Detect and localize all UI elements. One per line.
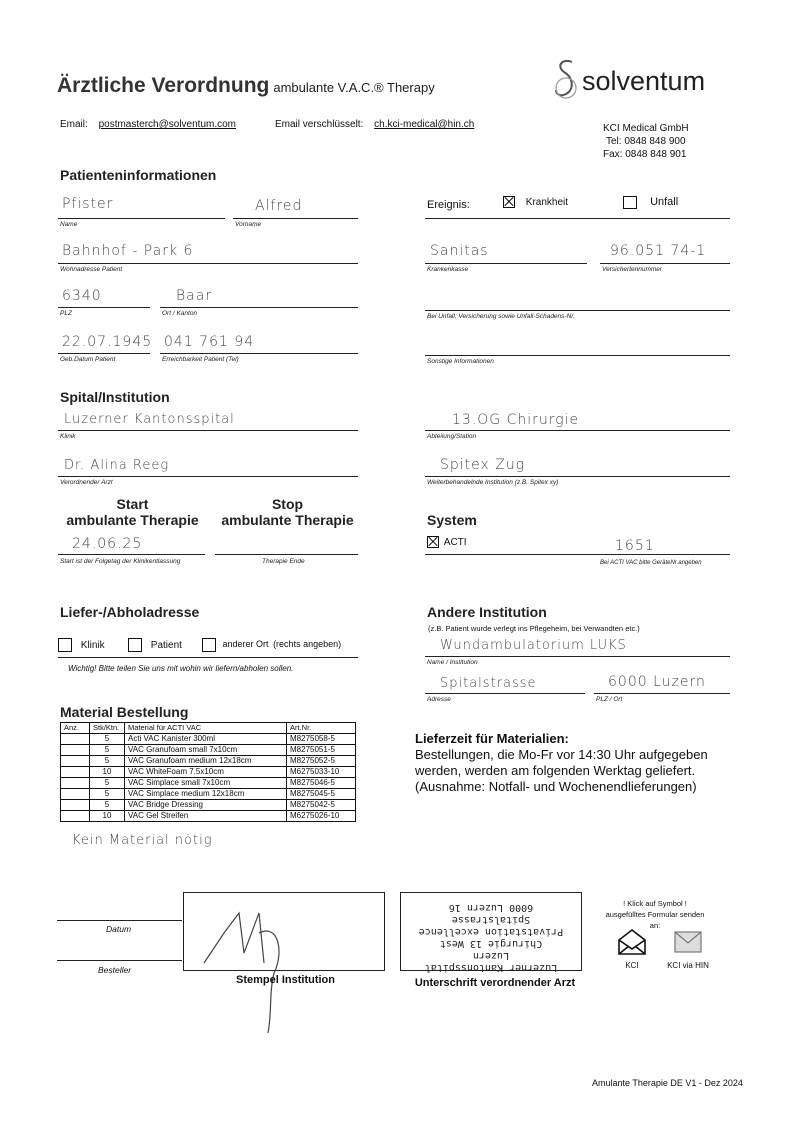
stamp-line: Spitalstrasse: [451, 914, 531, 925]
lieferzeit-block: [415, 731, 708, 795]
versichertennummer-label: Versichertennummer: [602, 266, 663, 273]
klinik-label: Klinik: [60, 433, 76, 440]
material-artnr-cell: M8275045-5: [287, 789, 356, 800]
signature-scribble: [184, 893, 384, 1043]
start-title: Start: [116, 496, 149, 512]
material-anz-cell[interactable]: [61, 778, 90, 789]
acti-checkbox[interactable]: [427, 536, 439, 548]
acti-label: ACTI: [443, 536, 467, 548]
col-stk: Stk/Ktn.: [90, 723, 125, 734]
email-row: [60, 119, 236, 130]
email-label: Email:: [60, 119, 88, 130]
stempel-box[interactable]: [183, 892, 385, 971]
arzt-value[interactable]: Dr. Alina Reeg: [64, 458, 170, 473]
stop-title: Stop: [271, 496, 304, 512]
patient-ort-value[interactable]: Baar: [176, 288, 213, 304]
abteilung-label: Abteilung/Station: [427, 433, 477, 440]
material-note: Kein Material nötig: [72, 833, 213, 848]
form-subtitle: ambulante V.A.C.® Therapy: [273, 80, 435, 95]
arzt-label: Verordnender Arzt: [60, 479, 113, 486]
envelope-hin-icon: [673, 928, 703, 956]
material-anz-cell[interactable]: [61, 800, 90, 811]
email-enc-label: Email verschlüsselt:: [275, 119, 364, 130]
company-tel: Tel: 0848 848 900: [606, 136, 686, 147]
andere-name-value[interactable]: Wundambulatorium LUKS: [440, 638, 627, 653]
acti-option[interactable]: [427, 536, 467, 548]
start-sub: ambulante Therapie: [66, 512, 199, 528]
unterschrift-box[interactable]: [400, 892, 582, 971]
stop-date-label: Therapie Ende: [262, 558, 305, 565]
geraet-label: Bei ACTI VAC bitte GeräteNr.angeben: [600, 560, 702, 566]
section-spital: Spital/Institution: [60, 389, 170, 405]
liefer-klinik-label: Klinik: [80, 639, 105, 651]
material-artnr-cell: M6275033-10: [287, 767, 356, 778]
andere-adresse-label: Adresse: [427, 696, 451, 703]
form-title-text: Ärztliche Verordnung: [57, 74, 270, 97]
besteller-label: Besteller: [98, 965, 132, 975]
stempel-label: Stempel Institution: [236, 974, 335, 986]
krankenkasse-label: Krankenkasse: [427, 266, 469, 273]
col-artnr: Art.Nr.: [287, 723, 356, 734]
lieferzeit-line2: werden, werden am folgenden Werktag geliefert.: [415, 763, 696, 778]
krankenkasse-value[interactable]: Sanitas: [430, 243, 489, 259]
patient-vorname-value[interactable]: Alfred: [255, 198, 303, 214]
material-stk-cell: 5: [90, 745, 125, 756]
start-date-value[interactable]: 24.06.25: [72, 536, 143, 552]
patient-ort-label: Ort / Kanton: [162, 310, 198, 317]
krankheit-label: Krankheit: [525, 196, 569, 208]
material-anz-cell[interactable]: [61, 745, 90, 756]
andere-name-label: Name / Institution: [427, 659, 478, 666]
datum-label: Datum: [106, 924, 132, 934]
patient-plz-value[interactable]: 6340: [62, 288, 102, 304]
material-artnr-cell: M8275051-5: [287, 745, 356, 756]
section-system: System: [427, 512, 477, 528]
envelope-icon: [617, 928, 647, 956]
andere-plzort-value[interactable]: 6000 Luzern: [608, 674, 706, 690]
material-name-cell: VAC Gel Streifen: [125, 811, 287, 822]
liefer-klinik-checkbox[interactable]: [58, 638, 72, 652]
stamp-line: Luzerner Kantonsspital Luzern: [424, 950, 558, 973]
material-name-cell: VAC Granufoam medium 12x18cm: [125, 756, 287, 767]
material-anz-cell[interactable]: [61, 811, 90, 822]
material-row: [61, 800, 356, 811]
unfall-label: Unfall: [650, 196, 679, 209]
patient-dob-value[interactable]: 22.07.1945: [62, 334, 153, 350]
patient-address-value[interactable]: Bahnhof - Park 6: [62, 243, 194, 259]
material-name-cell: VAC Bridge Dressing: [125, 800, 287, 811]
liefer-patient-label: Patient: [150, 639, 182, 651]
patient-plz-label: PLZ: [60, 310, 72, 317]
patient-tel-value[interactable]: 041 761 94: [164, 334, 255, 350]
logo-text: solventum: [582, 66, 706, 96]
stamp-line: Chirurgie 13 West: [439, 938, 543, 949]
material-row: [61, 778, 356, 789]
lieferzeit-title: Lieferzeit für Materialien:: [415, 731, 569, 746]
patient-name-label: Name: [60, 221, 78, 228]
material-stk-cell: 5: [90, 778, 125, 789]
company-fax: Fax: 0848 848 901: [603, 149, 687, 160]
lieferzeit-line1: Bestellungen, die Mo-Fr vor 14:30 Uhr aufgegeben: [415, 747, 708, 762]
material-row: [61, 811, 356, 822]
section-liefer: Liefer-/Abholadresse: [60, 604, 200, 620]
material-stk-cell: 5: [90, 734, 125, 745]
material-name-cell: VAC Simplace medium 12x18cm: [125, 789, 287, 800]
arzt-stamp: [407, 901, 575, 973]
kci-hin-label: KCI via HIN: [667, 961, 709, 970]
company-name: KCI Medical GmbH: [603, 123, 689, 134]
unfall-option[interactable]: [623, 196, 678, 209]
section-andere: Andere Institution: [427, 604, 547, 620]
material-stk-cell: 10: [90, 767, 125, 778]
send-hint-line1: ! Klick auf Symbol !: [623, 899, 687, 908]
abteilung-value[interactable]: 13.OG Chirurgie: [452, 412, 580, 428]
email-enc-link[interactable]: ch.kci-medical@hin.ch: [374, 119, 475, 130]
liefer-anderer-label: anderer Ort: [222, 639, 269, 650]
unterschrift-label: Unterschrift verordnender Arzt: [414, 977, 576, 989]
material-name-cell: VAC WhiteFoam 7.5x10cm: [125, 767, 287, 778]
geraet-value[interactable]: 1651: [615, 538, 655, 554]
krankheit-checkbox[interactable]: [503, 196, 515, 208]
liefer-anderer-option[interactable]: [202, 638, 341, 652]
patient-name-value[interactable]: Pfister: [62, 196, 114, 212]
solventum-s-icon: [552, 56, 582, 106]
material-artnr-cell: M8275042-5: [287, 800, 356, 811]
material-anz-cell[interactable]: [61, 789, 90, 800]
liefer-anderer-hint: (rechts angeben): [273, 639, 342, 650]
material-anz-cell[interactable]: [61, 756, 90, 767]
email-link[interactable]: postmasterch@solventum.com: [98, 119, 236, 130]
patient-address-label: Wohnadresse Patient: [60, 266, 123, 273]
solventum-logo: [552, 56, 706, 111]
material-name-cell: VAC Simplace small 7x10cm: [125, 778, 287, 789]
send-hint-line2: ausgefülltes Formular senden an:: [605, 910, 705, 930]
stop-heading: [215, 496, 360, 528]
send-kci-hin-button[interactable]: [663, 928, 713, 970]
version-footer: Amulante Therapie DE V1 - Dez 2024: [592, 1078, 743, 1088]
andere-adresse-value[interactable]: Spitalstrasse: [440, 676, 537, 691]
andere-plzort-label: PLZ / Ort: [596, 696, 623, 703]
section-patienteninformationen: Patienteninformationen: [60, 167, 217, 183]
patient-tel-label: Erreichbarkeit Patient (Tel): [162, 356, 239, 363]
material-stk-cell: 10: [90, 811, 125, 822]
material-name-cell: VAC Granufoam small 7x10cm: [125, 745, 287, 756]
material-artnr-cell: M6275026-10: [287, 811, 356, 822]
ereignis-label: Ereignis:: [427, 199, 470, 211]
unfall-info-label: Bei Unfall; Versicherung sowie Unfall-Schadens-Nr.: [427, 313, 575, 320]
liefer-klinik-option[interactable]: [58, 638, 105, 652]
versichertennummer-value[interactable]: 96.051 74-1: [610, 243, 707, 259]
sonstige-label: Sonstige Informationen: [427, 358, 494, 365]
liefer-patient-option[interactable]: [128, 638, 182, 652]
material-row: [61, 756, 356, 767]
kci-label: KCI: [625, 961, 639, 970]
material-row: [61, 745, 356, 756]
company-block: [603, 122, 689, 161]
weiter-value[interactable]: Spitex Zug: [440, 457, 526, 473]
material-name-cell: Acti VAC Kanister 300ml: [125, 734, 287, 745]
material-anz-cell[interactable]: [61, 734, 90, 745]
liefer-anderer-checkbox[interactable]: [202, 638, 216, 652]
start-heading: [60, 496, 205, 528]
material-stk-cell: 5: [90, 756, 125, 767]
weiter-label: Weiterbehandelnde Institution (z.B. Spitex xy): [427, 479, 559, 486]
patient-vorname-label: Vorname: [235, 221, 262, 228]
material-artnr-cell: M8275052-5: [287, 756, 356, 767]
material-row: [61, 734, 356, 745]
material-table: [60, 722, 356, 822]
stamp-line: Privatstation excellence: [418, 926, 564, 937]
stop-sub: ambulante Therapie: [221, 512, 354, 528]
klinik-value[interactable]: Luzerner Kantonsspital: [64, 412, 235, 427]
andere-hint: (z.B. Patient wurde verlegt ins Pflegeheim, bei Verwandten etc.): [428, 624, 640, 633]
liefer-note: Wichtig! Bitte teilen Sie uns mit wohin wir liefern/abholen sollen.: [68, 664, 294, 673]
stamp-line: 6000 Luzern 16: [448, 902, 534, 913]
email-enc-row: [275, 119, 474, 130]
form-title: [57, 74, 435, 98]
liefer-patient-checkbox[interactable]: [128, 638, 142, 652]
patient-dob-label: Geb.Datum Patient: [60, 356, 116, 363]
krankheit-option[interactable]: [503, 196, 568, 208]
material-header-row: [61, 723, 356, 734]
material-anz-cell[interactable]: [61, 767, 90, 778]
col-anz: Anz.: [61, 723, 90, 734]
material-stk-cell: 5: [90, 789, 125, 800]
send-kci-button[interactable]: [617, 928, 647, 970]
material-stk-cell: 5: [90, 800, 125, 811]
material-row: [61, 767, 356, 778]
material-row: [61, 789, 356, 800]
send-hint: [600, 898, 710, 931]
col-material: Material für ACTI VAC: [125, 723, 287, 734]
material-artnr-cell: M8275058-5: [287, 734, 356, 745]
section-material: Material Bestellung: [60, 704, 189, 720]
material-artnr-cell: M8275046-5: [287, 778, 356, 789]
lieferzeit-line3: (Ausnahme: Notfall- und Wochenendlieferungen): [415, 779, 697, 794]
start-date-label: Start ist der Folgetag der Klinikentlassung: [60, 558, 181, 565]
unfall-checkbox[interactable]: [623, 196, 637, 209]
